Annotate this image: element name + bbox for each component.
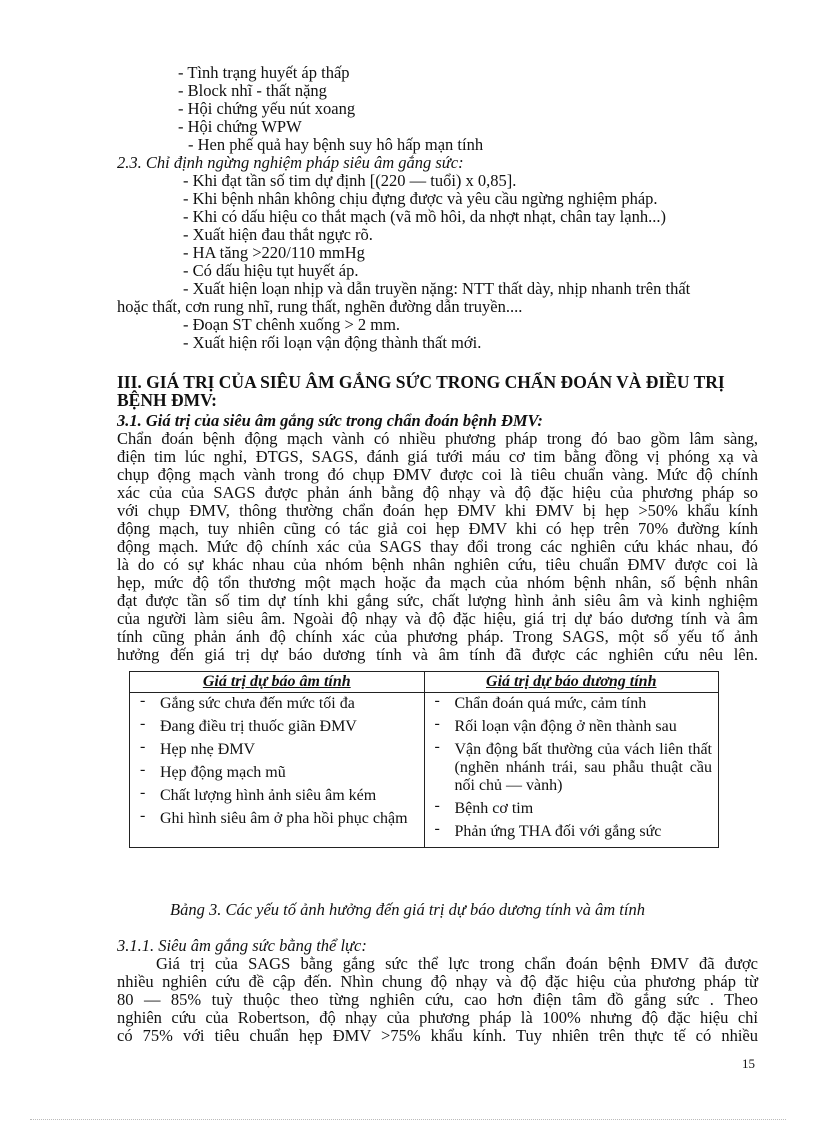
stop-item: - Khi có dấu hiệu co thắt mạch (vã mồ hôi, da nhợt nhạt, chân tay lạnh...): [183, 207, 666, 226]
sub-heading: 3.1. Giá trị của siêu âm gắng sức trong chẩn đoán bệnh ĐMV:: [117, 411, 543, 430]
stop-item: - Xuất hiện đau thắt ngực rõ.: [183, 225, 373, 244]
table-header-positive: Giá trị dự báo dương tính: [424, 672, 719, 693]
table-item: - Gắng sức chưa đến mức tối đa: [136, 695, 418, 713]
paragraph-line: đạt được tần số tim dự tính khi gắng sức, chất lượng hình ảnh siêu âm và kinh nghiệm: [117, 591, 758, 610]
paragraph-line: với chụp ĐMV, thông thường chẩn đoán hẹp ĐMV khi ĐMV bị hẹp >50% khẩu kính: [117, 501, 758, 520]
page-number: 15: [742, 1056, 755, 1071]
table-header-negative: Giá trị dự báo âm tính: [130, 672, 425, 693]
stop-heading: 2.3. Chỉ định ngừng nghiệm pháp siêu âm gắng sức:: [117, 153, 464, 172]
contra-item: - Hội chứng WPW: [178, 117, 302, 136]
table-item: - Chẩn đoán quá mức, cảm tính: [431, 695, 713, 713]
table-item: - Chất lượng hình ảnh siêu âm kém: [136, 787, 418, 805]
paragraph-line: tính cũng phản ánh độ chính xác của phương pháp. Trong SAGS, một số yếu tố ảnh: [117, 627, 758, 646]
stop-item: - Khi đạt tần số tim dự định [(220 — tuổi) x 0,85].: [183, 171, 517, 190]
paragraph-line: hưởng đến giá trị dự báo dương tính và âm tính đã được các nghiên cứu nêu lên.: [117, 645, 758, 664]
table-item: - Rối loạn vận động ở nền thành sau: [431, 718, 713, 736]
table-item: - Phản ứng THA đối với gắng sức: [431, 823, 713, 841]
paragraph-line: chụp động mạch vành trong đó chụp ĐMV được coi là tiêu chuẩn vàng. Mức độ chính: [117, 465, 758, 484]
paragraph-line: điện tim lúc nghỉ, ĐTGS, SAGS, đánh giá tưới máu cơ tim bằng đồng vị phóng xạ và: [117, 447, 758, 466]
paragraph-line: xác của của SAGS được phản ánh bằng độ nhạy và độ đặc hiệu của phương pháp so: [117, 483, 758, 502]
table-item: - Đang điều trị thuốc giãn ĐMV: [136, 718, 418, 736]
paragraph-line: là do có sự khác nhau của nhóm bệnh nhân nghiên cứu, tiêu chuẩn ĐMV được coi là: [117, 555, 758, 574]
paragraph-line: động mạch. Mức độ chính xác của SAGS thay đổi trong các nghiên cứu khác nhau, đó: [117, 537, 758, 556]
stop-item: - Xuất hiện rối loạn vận động thành thất mới.: [183, 333, 482, 352]
predictive-value-table: [129, 671, 719, 848]
paragraph-line: 80 — 85% tuỳ thuộc theo từng nghiên cứu, cao hơn điện tâm đồ gắng sức . Theo: [117, 990, 758, 1009]
table-cell-negative: [130, 693, 425, 848]
paragraph-line: có 75% với tiêu chuẩn hẹp ĐMV >75% khẩu kính. Tuy nhiên trên thực tế có nhiều: [117, 1026, 758, 1045]
paragraph-line: động mạch, tuy nhiên cũng có tác giả coi hẹp ĐMV khi có hẹp trên 70% đường kính: [117, 519, 758, 538]
paragraph-line: Giá trị của SAGS bằng gắng sức thể lực trong chẩn đoán bệnh ĐMV đã được: [156, 954, 758, 973]
stop-item: - Có dấu hiệu tụt huyết áp.: [183, 261, 359, 280]
stop-item: - Khi bệnh nhân không chịu đựng được và yêu cầu ngừng nghiệm pháp.: [183, 189, 658, 208]
table-item: - Hẹp nhẹ ĐMV: [136, 741, 418, 759]
table-item: - Bệnh cơ tim: [431, 800, 713, 818]
stop-item: - HA tăng >220/110 mmHg: [183, 243, 365, 262]
section-heading: BỆNH ĐMV:: [117, 390, 217, 410]
sub-sub-heading: 3.1.1. Siêu âm gắng sức bằng thể lực:: [117, 936, 367, 955]
table-item: - Vận động bất thường của vách liên thất (nghẽn nhánh trái, sau phẫu thuật cầu nối chủ — vành): [431, 741, 713, 795]
table-cell-positive: [424, 693, 719, 848]
paragraph-line: Chẩn đoán bệnh động mạch vành có nhiều phương pháp trong đó bao gồm lâm sàng,: [117, 429, 758, 448]
table-item: - Ghi hình siêu âm ở pha hồi phục chậm: [136, 810, 418, 828]
stop-item: - Xuất hiện loạn nhịp và dẫn truyền nặng: NTT thất dày, nhịp nhanh trên thất: [183, 279, 691, 298]
contra-item: - Hội chứng yếu nút xoang: [178, 99, 356, 118]
table-caption: Bảng 3. Các yếu tố ảnh hưởng đến giá trị dự báo dương tính và âm tính: [170, 900, 645, 919]
paragraph-line: của người làm siêu âm. Ngoài độ nhạy và độ đặc hiệu, giá trị dự báo dương tính và âm: [117, 609, 758, 628]
stop-item: hoặc thất, cơn rung nhĩ, rung thất, nghẽn đường dẫn truyền....: [117, 297, 523, 316]
paragraph-line: hẹp, mức độ tổn thương một mạch hoặc đa mạch của nhóm bệnh nhân, số bệnh nhân: [117, 573, 758, 592]
page-footer-rule: [30, 1119, 786, 1120]
section-heading: III. GIÁ TRỊ CỦA SIÊU ÂM GẮNG SỨC TRONG CHẨN ĐOÁN VÀ ĐIỀU TRỊ: [117, 372, 725, 392]
paragraph-line: nghiên cứu của Robertson, độ nhạy của phương pháp là 100% nhưng độ đặc hiệu chỉ: [117, 1008, 758, 1027]
paragraph-line: nhiều nghiên cứu đề cập đến. Nhìn chung độ nhạy và độ đặc hiệu của phương pháp từ: [117, 972, 758, 991]
contra-item: - Hen phế quả hay bệnh suy hô hấp mạn tính: [188, 135, 484, 154]
table-item: - Hẹp động mạch mũ: [136, 764, 418, 782]
contra-item: - Block nhĩ - thất nặng: [178, 81, 327, 100]
stop-item: - Đoạn ST chênh xuống > 2 mm.: [183, 315, 401, 334]
contra-item: - Tình trạng huyết áp thấp: [178, 63, 350, 82]
